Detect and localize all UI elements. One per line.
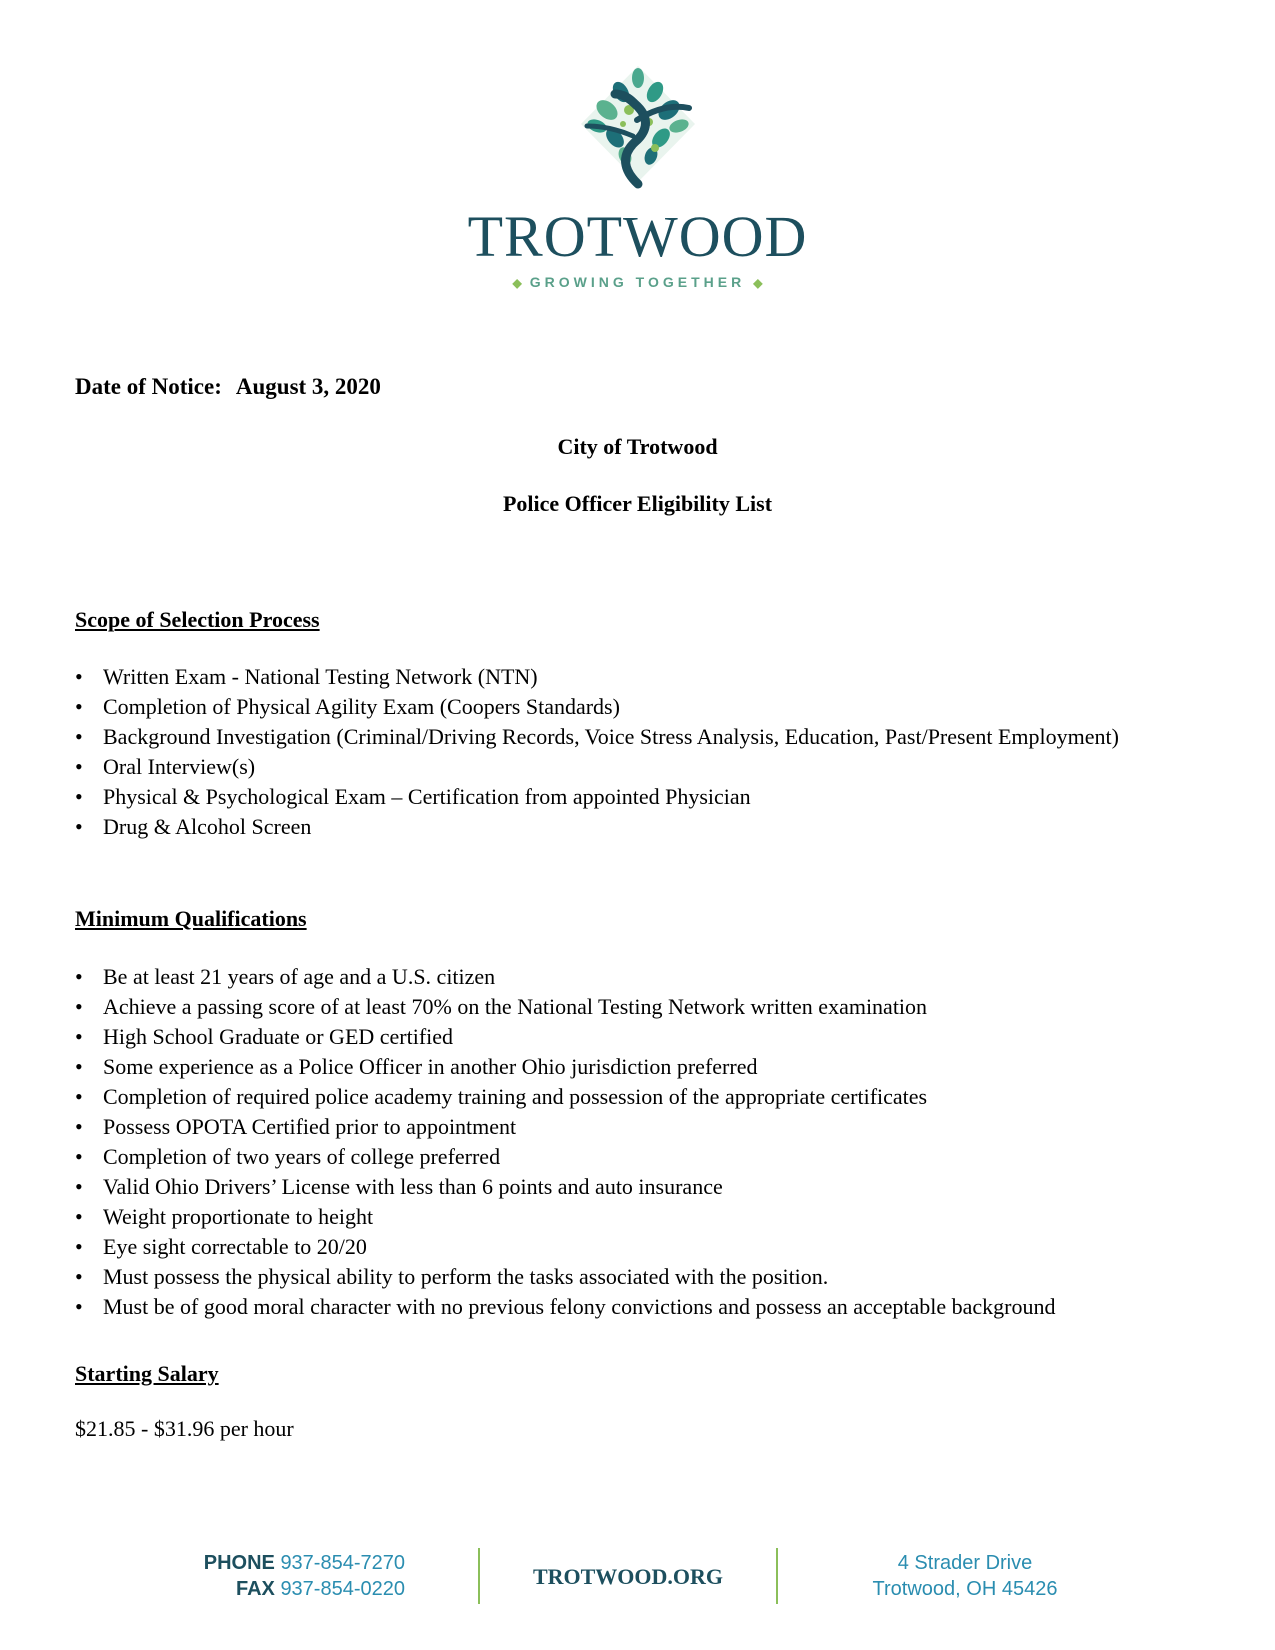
footer-phone: PHONE 937-854-7270 xyxy=(203,1552,405,1574)
notice-label: Date of Notice: xyxy=(75,374,222,399)
list-item: • Oral Interview(s) xyxy=(75,752,1195,782)
city-heading: City of Trotwood xyxy=(557,434,718,459)
diamond-icon: ◆ xyxy=(753,276,763,290)
bullet-icon: • xyxy=(75,664,83,689)
bullet-icon: • xyxy=(75,694,83,719)
bullet-icon: • xyxy=(75,814,83,839)
list-item: • Written Exam - National Testing Network (NTN) xyxy=(75,662,1195,692)
bullet-icon: • xyxy=(75,964,83,989)
scope-section-title: Scope of Selection Process xyxy=(75,607,320,632)
diamond-icon: ◆ xyxy=(512,276,522,290)
list-heading: Police Officer Eligibility List xyxy=(502,491,773,516)
list-item: • Completion of Physical Agility Exam (Coopers Standards) xyxy=(75,692,1195,722)
bullet-icon: • xyxy=(75,1174,83,1199)
bullet-icon: • xyxy=(75,1234,83,1259)
list-item: • Completion of two years of college preferred xyxy=(75,1142,1195,1172)
bullet-icon: • xyxy=(75,1144,83,1169)
bullet-icon: • xyxy=(75,1294,83,1319)
list-item: • Some experience as a Police Officer in another Ohio jurisdiction preferred xyxy=(75,1052,1195,1082)
tagline-text: GROWING TOGETHER xyxy=(529,274,746,290)
bullet-icon: • xyxy=(75,1084,83,1109)
date-of-notice xyxy=(75,374,381,400)
list-item: • Eye sight correctable to 20/20 xyxy=(75,1232,1195,1262)
bullet-icon: • xyxy=(75,1114,83,1139)
bullet-icon: • xyxy=(75,1054,83,1079)
footer-contact xyxy=(175,1550,405,1602)
tree-leaf-diamond-icon xyxy=(563,60,713,190)
bullet-icon: • xyxy=(75,724,83,749)
minimum-qualifications-list xyxy=(75,962,1195,1322)
list-item: • Be at least 21 years of age and a U.S. citizen xyxy=(75,962,1195,992)
list-item: • Must possess the physical ability to perform the tasks associated with the position. xyxy=(75,1262,1195,1292)
bullet-icon: • xyxy=(75,784,83,809)
list-item: • Weight proportionate to height xyxy=(75,1202,1195,1232)
list-item: • High School Graduate or GED certified xyxy=(75,1022,1195,1052)
list-item: • Background Investigation (Criminal/Driving Records, Voice Stress Analysis, Education, Past/Present Employment) xyxy=(75,722,1195,752)
bullet-icon: • xyxy=(75,1264,83,1289)
list-item: • Completion of required police academy training and possession of the appropriate certificates xyxy=(75,1082,1195,1112)
list-item: • Achieve a passing score of at least 70% on the National Testing Network written examination xyxy=(75,992,1195,1022)
minimum-qualifications-title: Minimum Qualifications xyxy=(75,906,307,931)
bullet-icon: • xyxy=(75,1204,83,1229)
bullet-icon: • xyxy=(75,994,83,1019)
address-line-1: 4 Strader Drive xyxy=(897,1552,1033,1574)
list-item: • Physical & Psychological Exam – Certification from appointed Physician xyxy=(75,782,1195,812)
list-item: • Drug & Alcohol Screen xyxy=(75,812,1195,842)
footer-website: TROTWOOD.ORG xyxy=(532,1564,724,1589)
list-item: • Valid Ohio Drivers’ License with less than 6 points and auto insurance xyxy=(75,1172,1195,1202)
logo-tagline xyxy=(0,274,1275,290)
list-item: • Must be of good moral character with no previous felony convictions and possess an acceptable background xyxy=(75,1292,1195,1322)
logo-wordmark: TROTWOOD xyxy=(467,204,808,269)
salary-value: $21.85 - $31.96 per hour xyxy=(75,1416,294,1441)
notice-date: August 3, 2020 xyxy=(235,374,381,399)
trotwood-logo xyxy=(0,60,1275,290)
footer-divider xyxy=(776,1548,778,1604)
footer xyxy=(0,1548,1275,1608)
list-item: • Possess OPOTA Certified prior to appointment xyxy=(75,1112,1195,1142)
footer-fax: FAX 937-854-0220 xyxy=(235,1578,405,1600)
scope-list xyxy=(75,662,1195,842)
footer-address xyxy=(830,1550,1100,1602)
starting-salary-title: Starting Salary xyxy=(75,1361,219,1386)
bullet-icon: • xyxy=(75,754,83,779)
address-line-2: Trotwood, OH 45426 xyxy=(872,1578,1058,1600)
bullet-icon: • xyxy=(75,1024,83,1049)
